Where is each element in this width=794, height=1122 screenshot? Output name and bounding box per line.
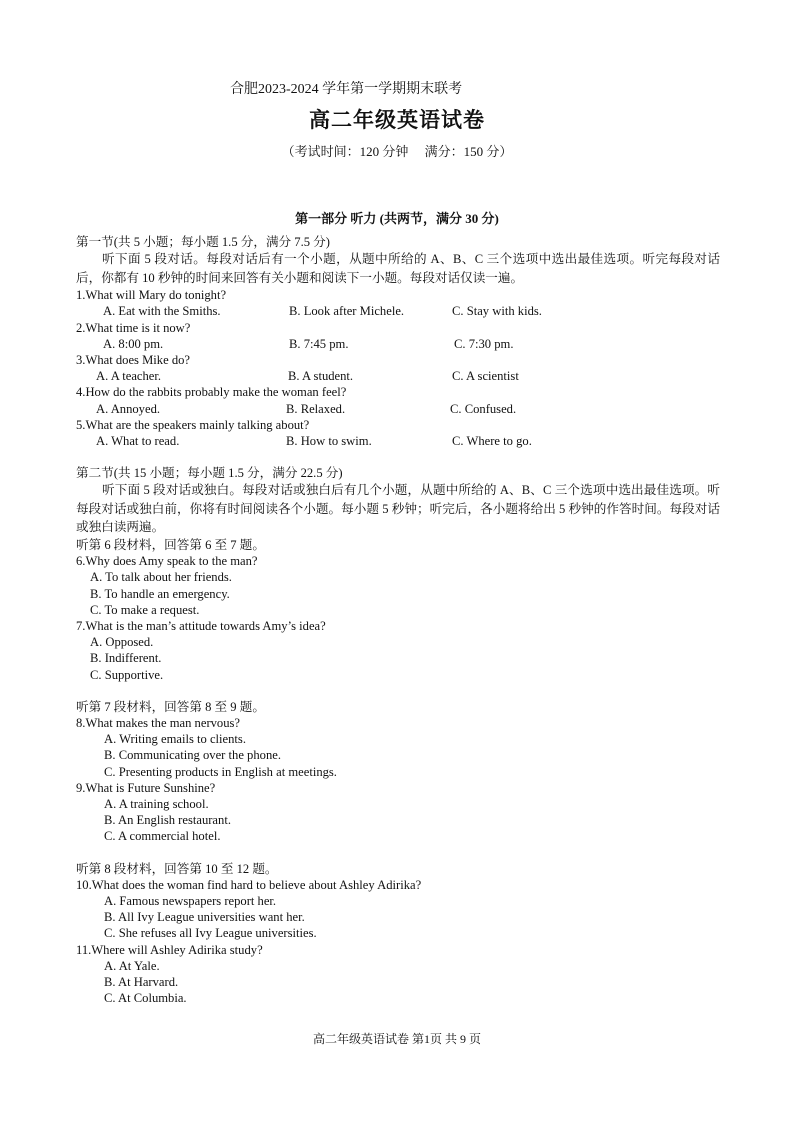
question-4 bbox=[76, 384, 720, 416]
question-2 bbox=[76, 320, 720, 352]
options-row bbox=[76, 303, 720, 319]
option-b: B. Look after Michele. bbox=[289, 304, 405, 319]
option-c: C. A scientist bbox=[452, 369, 519, 384]
section1-instruction: 听下面 5 段对话。每段对话后有一个小题，从题中所给的 A、B、C 三个选项中选出最佳选项。听完每段对话后，你都有 10 秒钟的时间来回答有关小题和阅读下一小题。每段对话仅读一遍。 bbox=[76, 252, 720, 285]
question-11 bbox=[76, 942, 720, 1007]
question-9 bbox=[76, 780, 720, 845]
option-b: B. A student. bbox=[288, 369, 354, 384]
page-title: 高二年级英语试卷 bbox=[309, 108, 485, 132]
option-c: C. She refuses all Ivy League universities. bbox=[104, 926, 317, 941]
option-b: B. 7:45 pm. bbox=[289, 336, 349, 351]
option-b: B. Communicating over the phone. bbox=[104, 748, 281, 763]
options-row bbox=[76, 368, 720, 384]
exam-header-institution: 合肥2023-2024 学年第一学期期末联考 bbox=[230, 82, 463, 97]
option-a: A. 8:00 pm. bbox=[103, 336, 164, 351]
option-a: A. What to read. bbox=[96, 434, 180, 449]
option-c: C. Stay with kids. bbox=[452, 304, 542, 319]
option-a: A. Annoyed. bbox=[96, 401, 161, 416]
option-c: C. Presenting products in English at meetings. bbox=[104, 764, 337, 779]
option-b: B. Indifferent. bbox=[90, 651, 162, 666]
option-b: B. All Ivy League universities want her. bbox=[104, 910, 305, 925]
option-c: C. 7:30 pm. bbox=[454, 336, 514, 351]
exam-time-score: （考试时间：120 分钟 满分：150 分） bbox=[281, 144, 513, 159]
page-footer: 高二年级英语试卷 第1页 共 9 页 bbox=[312, 1032, 481, 1046]
question-text: 3.What does Mike do? bbox=[76, 353, 191, 368]
option-a: A. A teacher. bbox=[96, 369, 162, 384]
option-b: B. An English restaurant. bbox=[104, 813, 231, 828]
option-a: A. A training school. bbox=[104, 796, 209, 811]
question-3 bbox=[76, 352, 720, 384]
question-text: 5.What are the speakers mainly talking about? bbox=[76, 417, 310, 432]
option-c: C. To make a request. bbox=[90, 602, 200, 617]
question-5 bbox=[76, 417, 720, 449]
option-b: B. Relaxed. bbox=[286, 401, 346, 416]
options-row bbox=[76, 433, 720, 449]
exam-content bbox=[76, 234, 720, 1006]
option-a: A. Eat with the Smiths. bbox=[103, 304, 221, 319]
option-b: B. How to swim. bbox=[286, 434, 372, 449]
part-title: 第一部分 听力 (共两节，满分 30 分) bbox=[295, 211, 499, 226]
question-text: 8.What makes the man nervous? bbox=[76, 715, 241, 730]
options-row bbox=[76, 401, 720, 417]
option-a: A. Writing emails to clients. bbox=[104, 732, 246, 747]
option-b: B. To handle an emergency. bbox=[90, 586, 230, 601]
question-text: 6.Why does Amy speak to the man? bbox=[76, 554, 258, 569]
material-6-instruction: 听第 6 段材料，回答第 6 至 7 题。 bbox=[76, 537, 265, 552]
option-c: C. A commercial hotel. bbox=[104, 829, 221, 844]
question-1 bbox=[76, 287, 720, 319]
option-a: A. Famous newspapers report her. bbox=[104, 894, 277, 908]
section2-heading: 第二节(共 15 小题；每小题 1.5 分，满分 22.5 分) bbox=[76, 466, 343, 481]
question-text: 7.What is the man’s attitude towards Amy’s idea? bbox=[76, 618, 326, 633]
question-text: 10.What does the woman find hard to believe about Ashley Adirika? bbox=[76, 877, 422, 892]
question-text: 1.What will Mary do tonight? bbox=[76, 288, 227, 303]
section2-instruction: 听下面 5 段对话或独白。每段对话或独白后有几个小题，从题中所给的 A、B、C 三个选项中选出最佳选项。听每段对话或独白前，你将有时间阅读各个小题。每小题 5 秒钟；听完后，各小题将给出 5 秒钟的作答时间。每段对话或独白读两遍。 bbox=[76, 483, 720, 535]
question-6 bbox=[76, 553, 720, 618]
option-a: A. At Yale. bbox=[104, 958, 160, 973]
material-8-instruction: 听第 8 段材料，回答第 10 至 12 题。 bbox=[76, 861, 278, 876]
option-c: C. At Columbia. bbox=[104, 991, 187, 1006]
question-text: 4.How do the rabbits probably make the woman feel? bbox=[76, 385, 347, 400]
option-c: C. Supportive. bbox=[90, 667, 164, 682]
question-10 bbox=[76, 877, 720, 942]
question-text: 11.Where will Ashley Adirika study? bbox=[76, 942, 263, 957]
section1-heading: 第一节(共 5 小题；每小题 1.5 分，满分 7.5 分) bbox=[76, 235, 330, 249]
question-8 bbox=[76, 715, 720, 780]
option-a: A. To talk about her friends. bbox=[90, 570, 232, 585]
material-7-instruction: 听第 7 段材料，回答第 8 至 9 题。 bbox=[76, 699, 265, 714]
option-c: C. Confused. bbox=[450, 401, 517, 416]
options-row bbox=[76, 336, 720, 352]
question-text: 2.What time is it now? bbox=[76, 320, 191, 335]
option-b: B. At Harvard. bbox=[104, 975, 179, 990]
question-text: 9.What is Future Sunshine? bbox=[76, 780, 216, 795]
option-a: A. Opposed. bbox=[90, 635, 154, 650]
question-7 bbox=[76, 618, 720, 683]
option-c: C. Where to go. bbox=[452, 434, 532, 449]
